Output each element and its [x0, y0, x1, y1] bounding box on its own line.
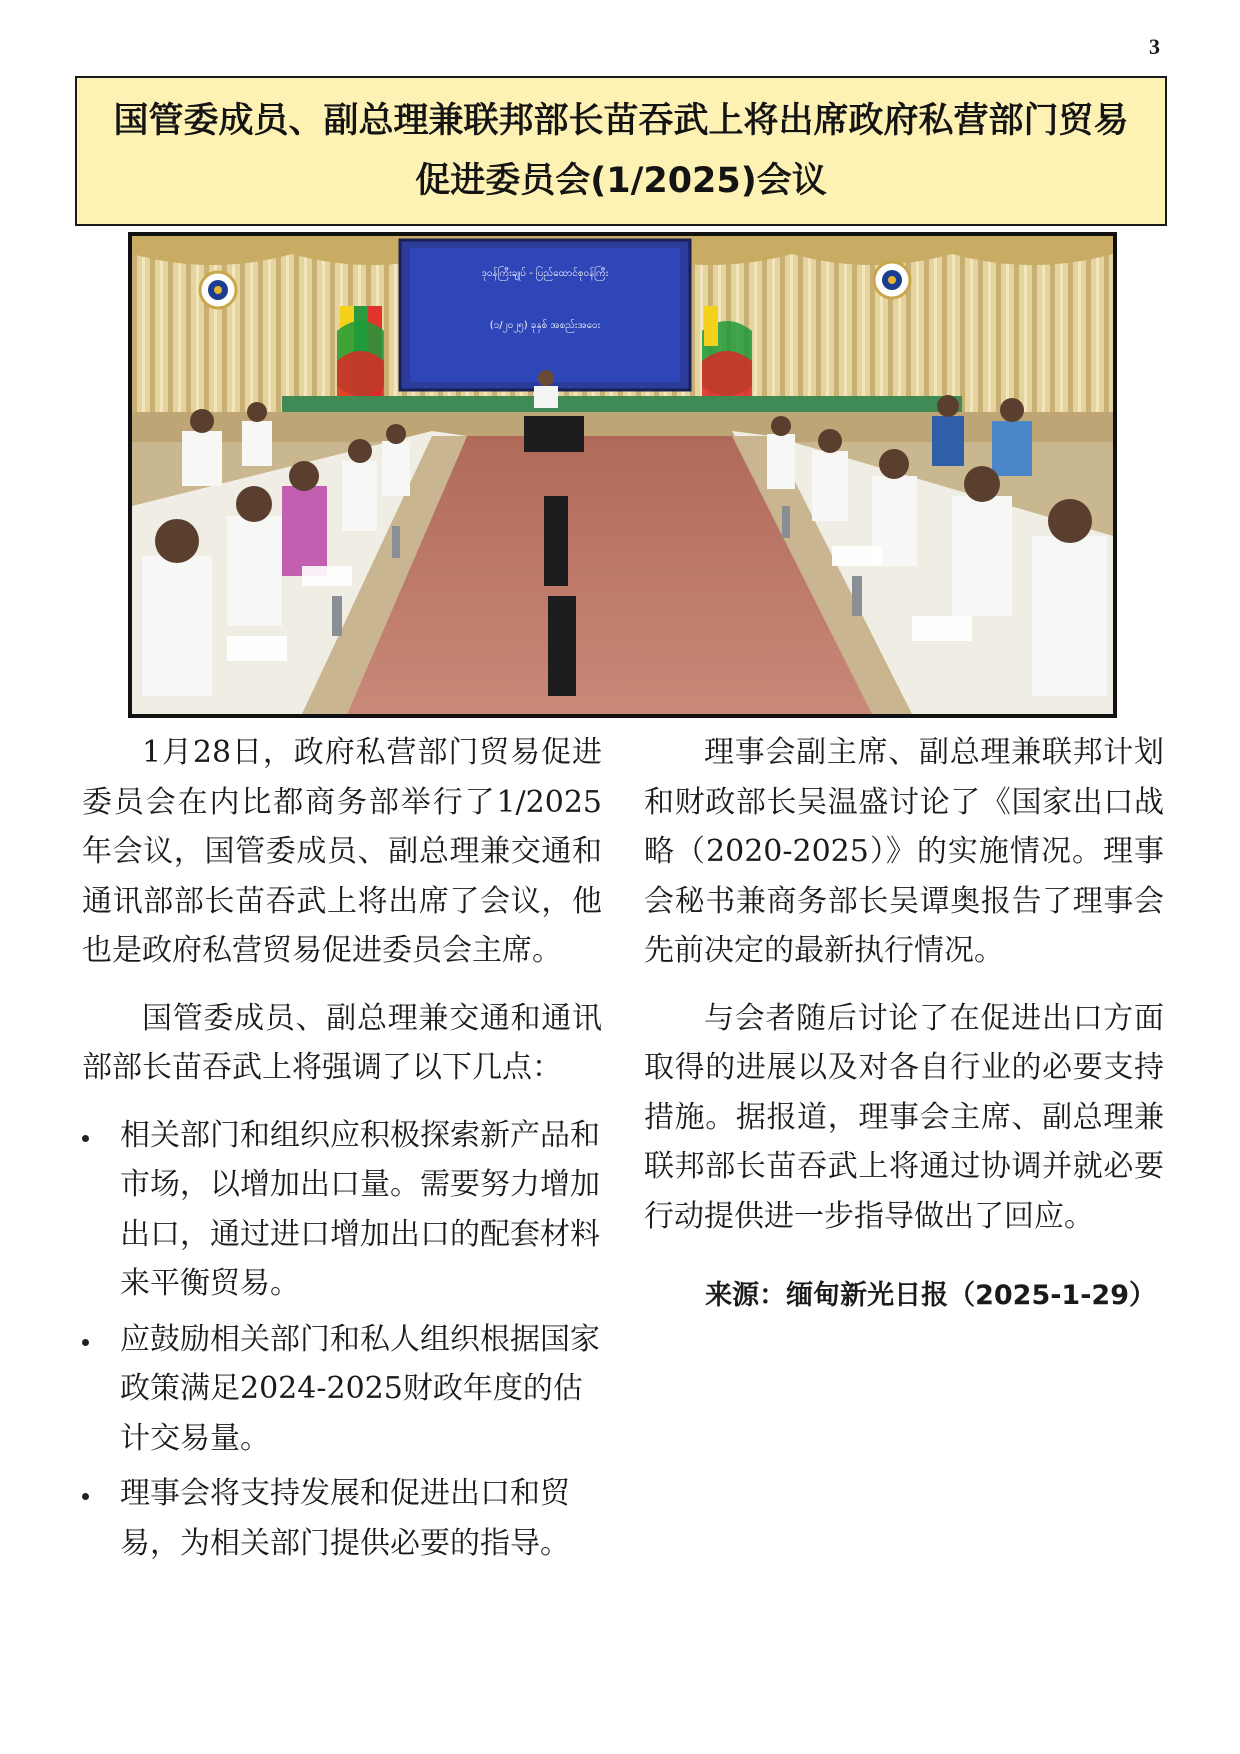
page-title: 国管委成员、副总理兼联邦部长苗吞武上将出席政府私营部门贸易促进委员会(1/2025)会议 — [113, 101, 1129, 201]
svg-text:ဒုဝန်ကြီးချုပ် - ပြည်ထောင်စုဝန: ဒုဝန်ကြီးချုပ် - ပြည်ထောင်စုဝန်ကြီး — [481, 268, 609, 279]
meeting-photo — [128, 232, 1117, 718]
left-column — [82, 728, 602, 1574]
source-credit: 来源：缅甸新光日报（2025-1-29） — [705, 1280, 1156, 1311]
bullet-item: 相关部门和组织应积极探索新产品和市场，以增加出口量。需要努力增加出口，通过进口增加出口的配套材料来平衡贸易。 — [82, 1111, 602, 1309]
paragraph: 理事会副主席、副总理兼联邦计划和财政部长吴温盛讨论了《国家出口战略（2020-2025）》的实施情况。理事会秘书兼商务部长吴谭奥报告了理事会先前决定的最新执行情况。 — [644, 735, 1164, 968]
right-column — [644, 728, 1164, 1321]
bullet-list — [82, 1111, 602, 1569]
meeting-photo-icon — [132, 236, 1113, 714]
paragraph: 与会者随后讨论了在促进出口方面取得的进展以及对各自行业的必要支持措施。据报道，理事会主席、副总理兼联邦部长苗吞武上将通过协调并就必要行动提供进一步指导做出了回应。 — [644, 1000, 1164, 1234]
paragraph: 国管委成员、副总理兼交通和通讯部部长苗吞武上将强调了以下几点： — [82, 1000, 602, 1085]
page-number: 3 — [1149, 34, 1160, 59]
bullet-item: 应鼓励相关部门和私人组织根据国家政策满足2024-2025财政年度的估计交易量。 — [82, 1315, 602, 1464]
svg-text:(၁/၂၀၂၅) ခုနှစ် အစည်းအဝေး: (၁/၂၀၂၅) ခုနှစ် အစည်းအဝေး — [489, 320, 601, 331]
flags-left — [337, 306, 384, 411]
paragraph: 1月28日，政府私营部门贸易促进委员会在内比都商务部举行了1/2025年会议，国管委成员、副总理兼交通和通讯部部长苗吞武上将出席了会议，他也是政府私营贸易促进委员会主席。 — [82, 735, 602, 968]
bullet-item: 理事会将支持发展和促进出口和贸易，为相关部门提供必要的指导。 — [82, 1469, 602, 1568]
title-box — [75, 76, 1167, 226]
